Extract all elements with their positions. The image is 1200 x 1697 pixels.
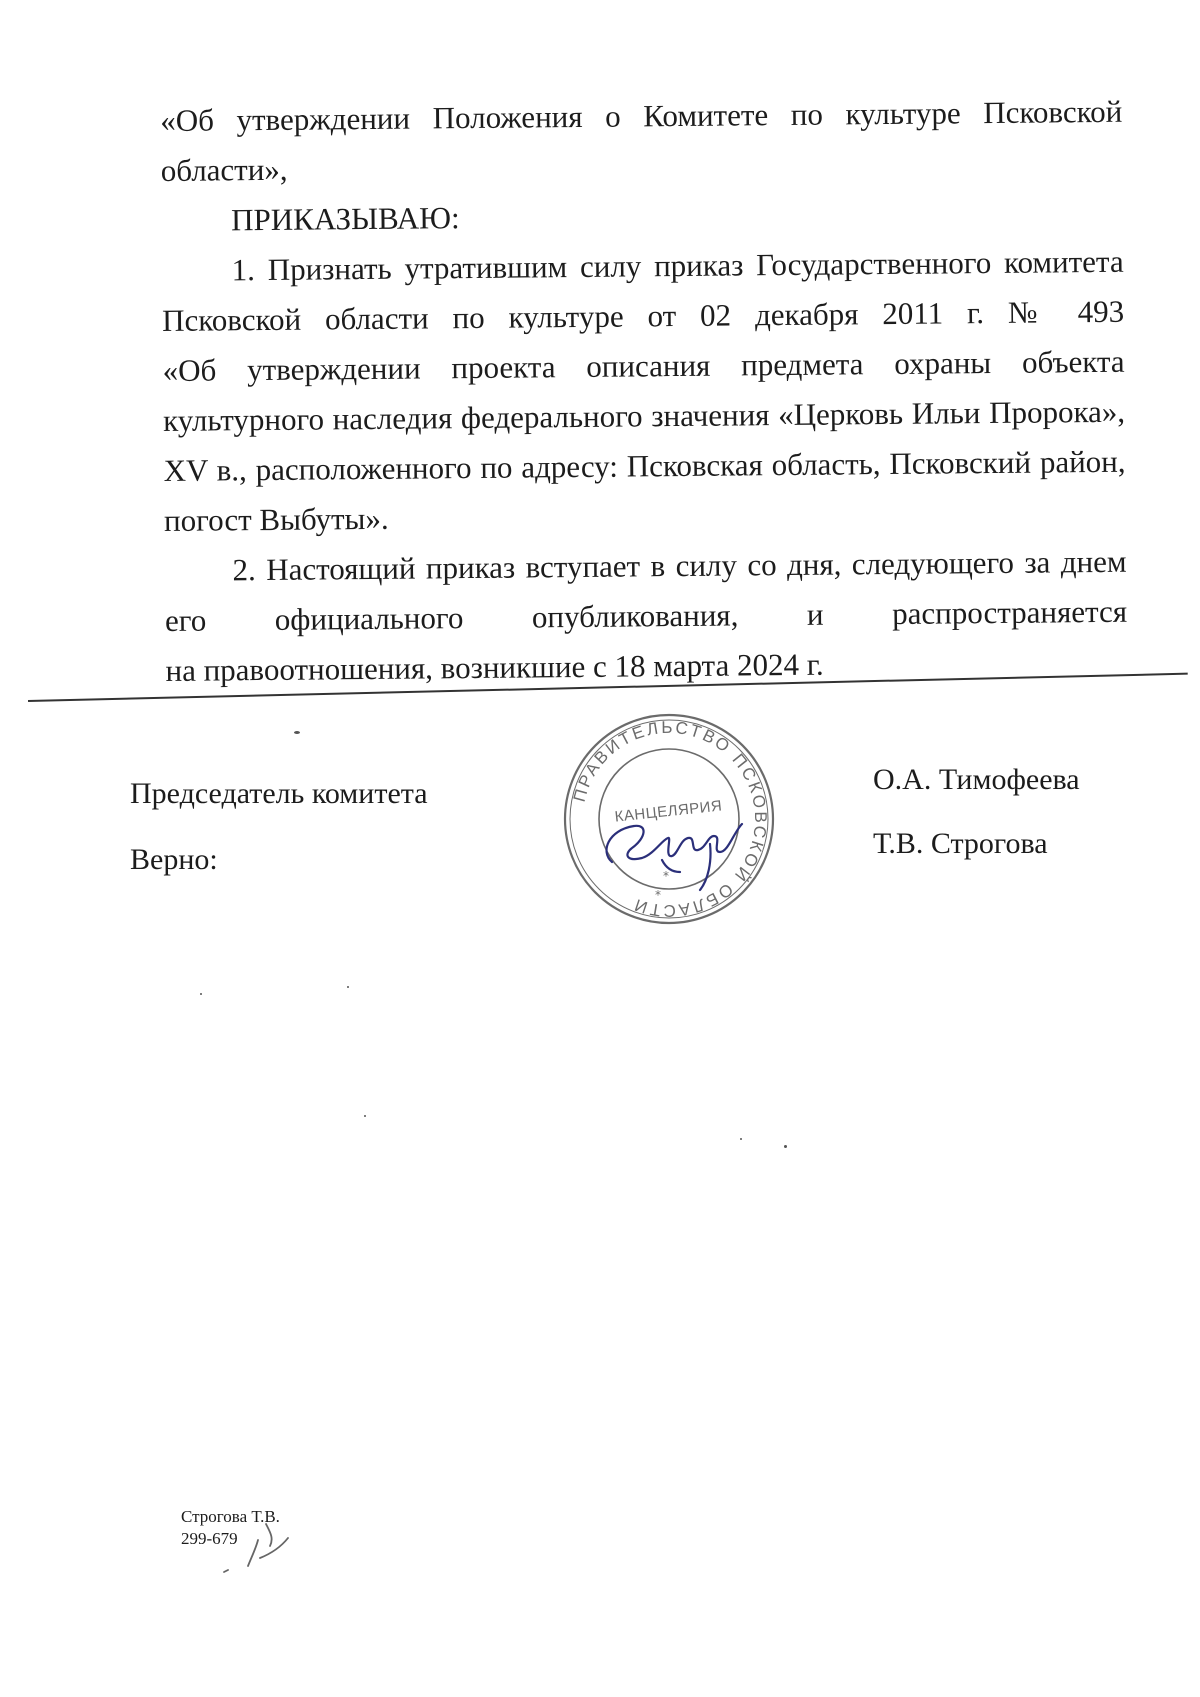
handwritten-mark-icon [218,1518,308,1578]
scan-speck [740,1138,742,1140]
body-line: 1. Признать утратившим силу приказ Государственного комитета [231,243,1124,288]
order-body [160,87,1128,696]
handwritten-signature-icon [607,824,742,890]
body-line: культурного наследия федерального значения «Церковь Ильи Пророка», [162,393,1126,438]
stamp-center-text: КАНЦЕЛЯРИЯ [613,797,724,826]
scan-speck [200,993,202,995]
scan-speck [784,1145,787,1148]
verified-name: Т.В. Строгова [873,827,1048,860]
body-line: «Об утверждении Положения о Комитете по культуре Псковской [160,93,1123,138]
chair-name: О.А. Тимофеева [873,763,1080,796]
body-line: погост Выбуты». [163,500,389,538]
body-line: «Об утверждении проекта описания предмета охраны объекта [162,343,1125,388]
order-keyword: ПРИКАЗЫВАЮ: [231,200,460,238]
body-line: XV в., расположенного по адресу: Псковская область, Псковский район, [163,443,1126,488]
scan-speck [294,731,300,734]
body-line: области», [160,151,288,188]
body-line: его официального опубликования, и распространяется [164,593,1128,638]
office-stamp-icon [562,712,776,926]
executor-name: Строгова Т.В. [181,1507,280,1526]
verified-label: Верно: [130,843,218,876]
executor-phone: 299-679 [181,1529,238,1548]
scan-speck [364,1115,366,1117]
chair-title: Председатель комитета [130,777,428,810]
scan-speck [347,986,349,988]
body-line: на правоотношения, возникшие с 18 марта 2024 г. [165,646,824,688]
stamp-star-icon: * [655,888,661,902]
stamp-outer-text: ПРАВИТЕЛЬСТВО ПСКОВСКОЙ ОБЛАСТИ [569,717,771,921]
stamp-star-icon: * [663,869,669,883]
body-line: Псковской области по культуре от 02 декабря 2011 г. № 493 [161,293,1125,338]
body-line: 2. Настоящий приказ вступает в силу со дня, следующего за днем [232,543,1127,588]
